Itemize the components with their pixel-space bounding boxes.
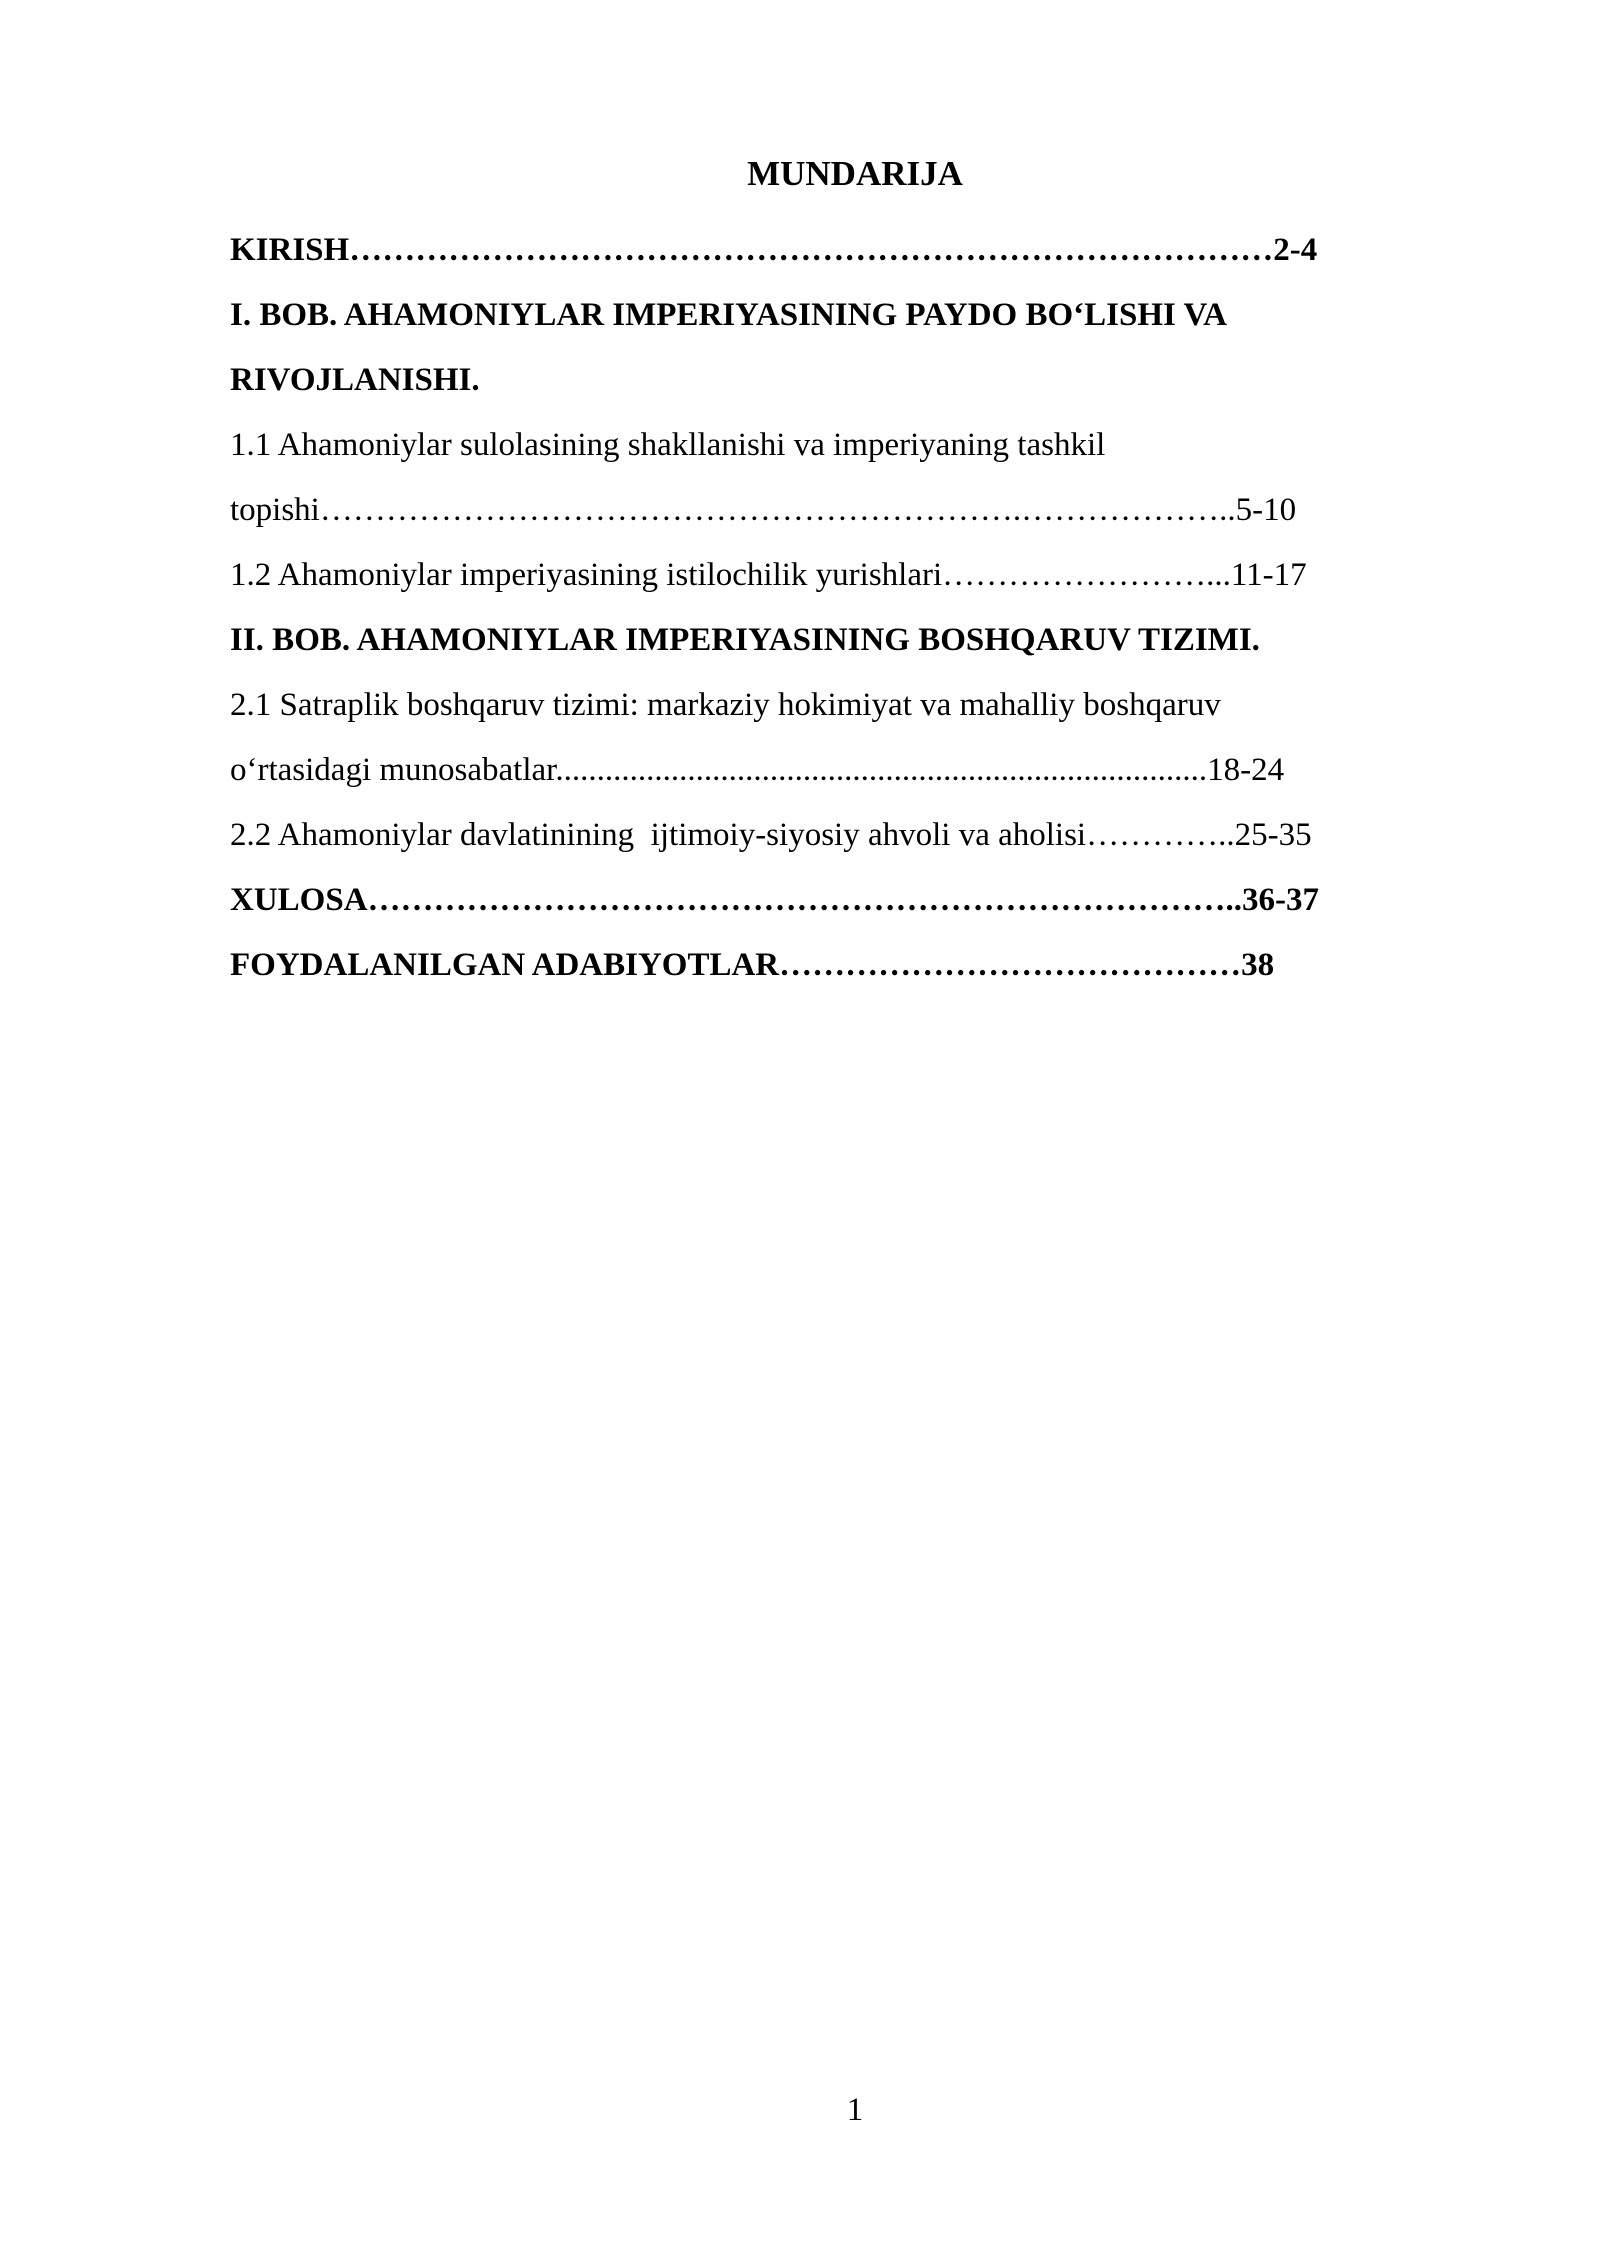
toc-section-1-1-cont: topishi……………………………………………………….………………..5-10 <box>230 492 1297 528</box>
toc-chapter-2-heading: II. BOB. AHAMONIYLAR IMPERIYASINING BOSHQARUV TIZIMI. <box>230 622 1260 658</box>
toc-section-2-2: 2.2 Ahamoniylar davlatinining ijtimoiy-siyosiy ahvoli va aholisi…………..25-35 <box>230 817 1312 853</box>
toc-chapter-1-heading: I. BOB. AHAMONIYLAR IMPERIYASINING PAYDO BO‘LISHI VA <box>230 297 1227 333</box>
toc-entry-xulosa: XULOSA……………………………………………………………………..36-37 <box>230 882 1320 918</box>
toc-section-2-1-cont: o‘rtasidagi munosabatlar...............................................................................18-24 <box>230 752 1285 788</box>
table-of-contents <box>230 218 1530 998</box>
toc-section-2-1: 2.1 Satraplik boshqaruv tizimi: markaziy hokimiyat va mahalliy boshqaruv <box>230 687 1221 723</box>
toc-entry-adabiyotlar: FOYDALANILGAN ADABIYOTLAR……………………………………38 <box>230 947 1275 983</box>
page-number: 1 <box>846 2092 864 2128</box>
toc-title: MUNDARIJA <box>747 154 963 193</box>
toc-section-1-1: 1.1 Ahamoniylar sulolasining shakllanishi va imperiyaning tashkil <box>230 427 1106 463</box>
toc-entry-kirish: KIRISH…………………………………………………………………………2-4 <box>230 232 1318 268</box>
toc-chapter-1-heading-cont: RIVOJLANISHI. <box>230 362 480 398</box>
toc-section-1-2: 1.2 Ahamoniylar imperiyasining istilochilik yurishlari……………………...11-17 <box>230 557 1307 593</box>
